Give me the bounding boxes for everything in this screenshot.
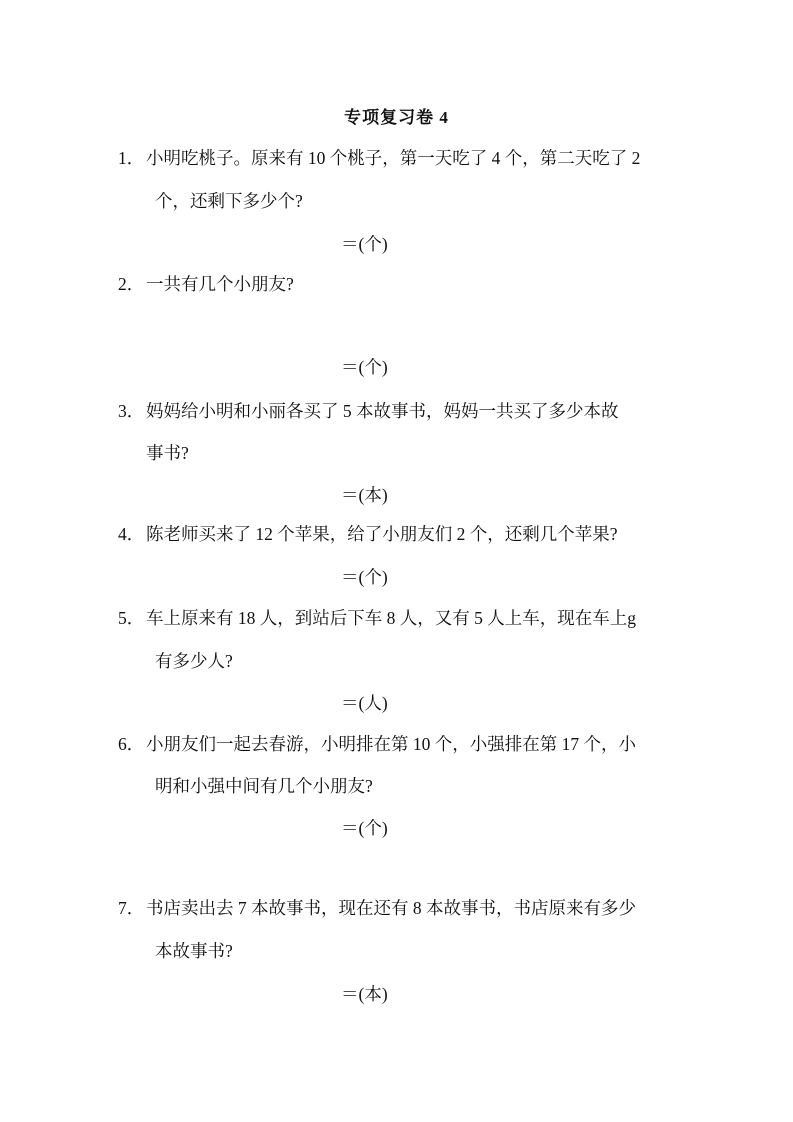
question-text-line: 书店卖出去 7 本故事书，现在还有 8 本故事书，书店原来有多少 bbox=[146, 898, 636, 918]
question-text-line: 一共有几个小朋友? bbox=[146, 274, 294, 294]
question-text-line: 妈妈给小明和小丽各买了 5 本故事书，妈妈一共买了多少本故 bbox=[146, 401, 619, 421]
question-number: 3． bbox=[118, 401, 145, 421]
question-number: 6． bbox=[118, 734, 145, 754]
page-title: 专项复习卷 4 bbox=[344, 108, 449, 127]
question-number: 2． bbox=[118, 274, 145, 294]
answer-blank: ＝(个) bbox=[341, 357, 388, 377]
answer-blank: ＝(人) bbox=[341, 693, 388, 713]
answer-blank: ＝(个) bbox=[341, 234, 388, 254]
question-text-line: 车上原来有 18 人，到站后下车 8 人，又有 5 人上车，现在车上g bbox=[146, 608, 636, 628]
question-text-line: 陈老师买来了 12 个苹果，给了小朋友们 2 个，还剩几个苹果? bbox=[146, 524, 618, 544]
answer-blank: ＝(本) bbox=[341, 485, 388, 505]
question-text-line: 明和小强中间有几个小朋友? bbox=[155, 776, 373, 796]
question-number: 4． bbox=[118, 524, 145, 544]
question-text-line: 小明吃桃子。原来有 10 个桃子，第一天吃了 4 个，第二天吃了 2 bbox=[146, 148, 641, 168]
answer-blank: ＝(个) bbox=[341, 567, 388, 587]
question-text-line: 有多少人? bbox=[155, 651, 233, 671]
question-number: 1． bbox=[118, 148, 145, 168]
question-number: 5． bbox=[118, 608, 145, 628]
question-text-line: 小朋友们一起去春游，小明排在第 10 个，小强排在第 17 个，小 bbox=[146, 734, 636, 754]
question-text-line: 事书? bbox=[146, 443, 189, 463]
answer-blank: ＝(个) bbox=[341, 818, 388, 838]
question-text-line: 个，还剩下多少个? bbox=[155, 191, 303, 211]
question-number: 7． bbox=[118, 898, 145, 918]
answer-blank: ＝(本) bbox=[341, 984, 388, 1004]
question-text-line: 本故事书? bbox=[155, 941, 233, 961]
